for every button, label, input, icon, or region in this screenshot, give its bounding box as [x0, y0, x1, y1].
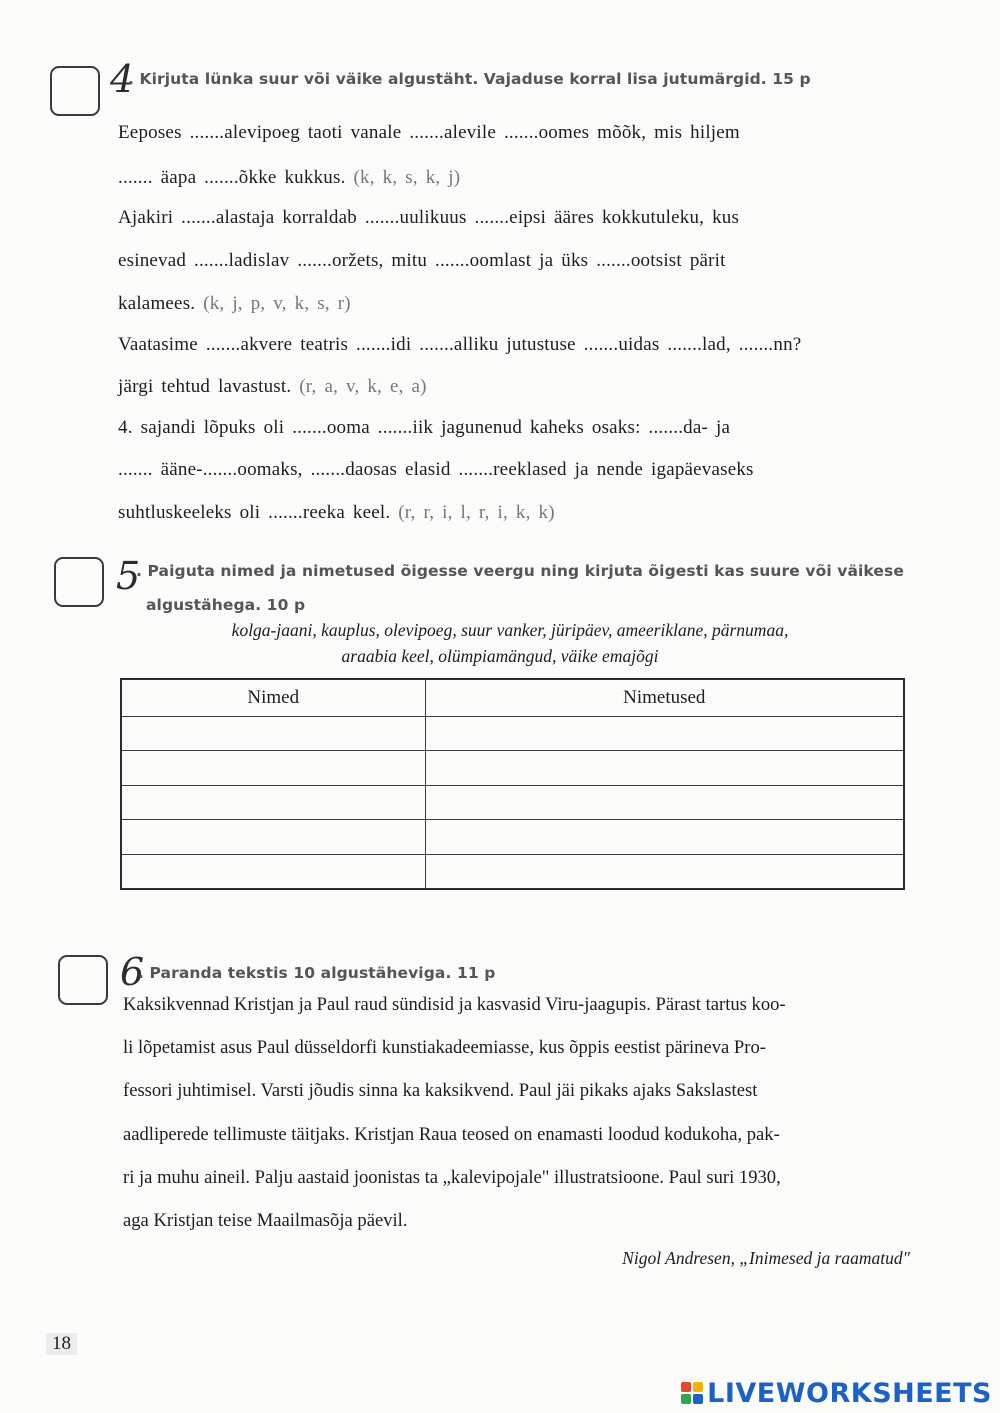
answer-cell-nimetused[interactable] [425, 785, 904, 819]
citation: Nigol Andresen, „Inimesed ja raamatud" [622, 1248, 910, 1268]
answer-table-body [121, 717, 904, 890]
task5-title-line2: algustähega. 10 p [146, 596, 306, 614]
answer-cell-nimed[interactable] [121, 854, 425, 889]
answer-table [120, 678, 905, 890]
task4-line-text: Vaatasime .......akvere teatris .......idi .......alliku jutustuse .......uidas .......lad, .......nn? [118, 334, 802, 355]
answer-cell-nimed[interactable] [121, 751, 425, 785]
score-box-task6[interactable] [58, 955, 108, 1005]
answer-cell-nimetused[interactable] [425, 820, 904, 854]
task4-line[interactable] [118, 293, 351, 315]
task4-line[interactable] [118, 459, 754, 481]
task4-line-text: ....... ääne-.......oomaks, .......daosas elasid .......reeklased ja nende igapäevaseks [118, 459, 754, 480]
word-list-line2: araabia keel, olümpiamängud, väike emajõgi [341, 646, 659, 666]
table-row [121, 785, 904, 819]
liveworksheets-logo-icon [681, 1382, 703, 1404]
answer-cell-nimed[interactable] [121, 717, 425, 751]
answer-cell-nimed[interactable] [121, 785, 425, 819]
paragraph-line: fessori juhtimisel. Varsti jõudis sinna ka kaksikvend. Paul jäi pikaks ajaks Sakslastest [123, 1080, 758, 1102]
paragraph-line: aadliperede tellimuste täitjaks. Kristjan Raua teosed on enamasti loodud kodukoha, pak- [123, 1123, 780, 1145]
task4-line[interactable] [118, 376, 427, 398]
word-list-line1: kolga-jaani, kauplus, olevipoeg, suur vanker, jüripäev, ameeriklane, pärnumaa, [231, 620, 789, 640]
liveworksheets-brand[interactable] [681, 1378, 992, 1408]
letter-hint: (r, r, i, l, r, i, k, k) [398, 502, 555, 523]
letter-hint: (r, a, v, k, e, a) [299, 376, 427, 397]
task4-number: 4 [110, 57, 135, 101]
letter-hint: (k, j, p, v, k, s, r) [203, 293, 351, 314]
task4-title: . Kirjuta lünka suur või väike algustäht. Vajaduse korral lisa jutumärgid. 15 p [128, 70, 811, 88]
score-box-task4[interactable] [50, 66, 100, 116]
paragraph-line: li lõpetamist asus Paul düsseldorfi kunstiakadeemiasse, kus õppis eestist pärineva Pro- [123, 1037, 766, 1059]
logo-square [681, 1382, 691, 1392]
task6-number: 6 [120, 950, 145, 994]
task4-line-text: Eeposes .......alevipoeg taoti vanale .......alevile .......oomes mõõk, mis hiljem [118, 122, 740, 143]
task4-line[interactable] [118, 334, 801, 356]
answer-cell-nimetused[interactable] [425, 854, 904, 889]
column-header-nimetused: Nimetused [425, 679, 904, 717]
letter-hint: (k, k, s, k, j) [353, 167, 461, 188]
logo-square [693, 1394, 703, 1404]
task4-line[interactable] [118, 207, 739, 229]
answer-cell-nimetused[interactable] [425, 717, 904, 751]
task4-line[interactable] [118, 167, 460, 189]
task4-line-text: 4. sajandi lõpuks oli .......ooma .......iik jagunenud kaheks osaks: .......da- ja [118, 417, 731, 438]
task4-line-text: Ajakiri .......alastaja korraldab .......uulikuus .......eipsi ääres kokkutuleku, kus [118, 207, 740, 228]
page-number: 18 [46, 1333, 77, 1355]
table-row [121, 854, 904, 889]
task4-line-text: kalamees. [118, 293, 196, 314]
task6-paragraph[interactable] [123, 983, 913, 1242]
logo-square [681, 1394, 691, 1404]
task4-line-text: esinevad .......ladislav .......oržets, mitu .......oomlast ja üks .......ootsist pärit [118, 250, 726, 271]
task4-line[interactable] [118, 502, 555, 524]
table-row [121, 717, 904, 751]
brand-name: LIVEWORKSHEETS [707, 1377, 992, 1409]
answer-cell-nimed[interactable] [121, 820, 425, 854]
task4-line[interactable] [118, 417, 730, 439]
task5-number: 5 [116, 554, 141, 598]
task4-line[interactable] [118, 250, 726, 272]
task4-line-text: ....... äapa .......õkke kukkus. [118, 167, 346, 188]
task4-line-text: suhtluskeeleks oli .......reeka keel. [118, 502, 391, 523]
column-header-nimed: Nimed [121, 679, 425, 717]
paragraph-line: Kaksikvennad Kristjan ja Paul raud sündisid ja kasvasid Viru-jaagupis. Pärast tartus koo- [123, 994, 786, 1015]
paragraph-line: aga Kristjan teise Maailmasõja päevil. [123, 1210, 408, 1232]
task4-line-text: järgi tehtud lavastust. [118, 376, 292, 397]
task5-title-line1: . Paiguta nimed ja nimetused õigesse veergu ning kirjuta õigesti kas suure või väikese [136, 562, 904, 580]
answer-cell-nimetused[interactable] [425, 751, 904, 785]
task4-line[interactable] [118, 122, 740, 144]
task6-title: . Paranda tekstis 10 algustäheviga. 11 p [138, 964, 496, 982]
score-box-task5[interactable] [54, 557, 104, 607]
table-row [121, 820, 904, 854]
paragraph-line: ri ja muhu aineil. Palju aastaid joonistas ta „kalevipojale" illustratsioone. Paul suri 1930, [123, 1166, 781, 1188]
table-row [121, 751, 904, 785]
logo-square [693, 1382, 703, 1392]
